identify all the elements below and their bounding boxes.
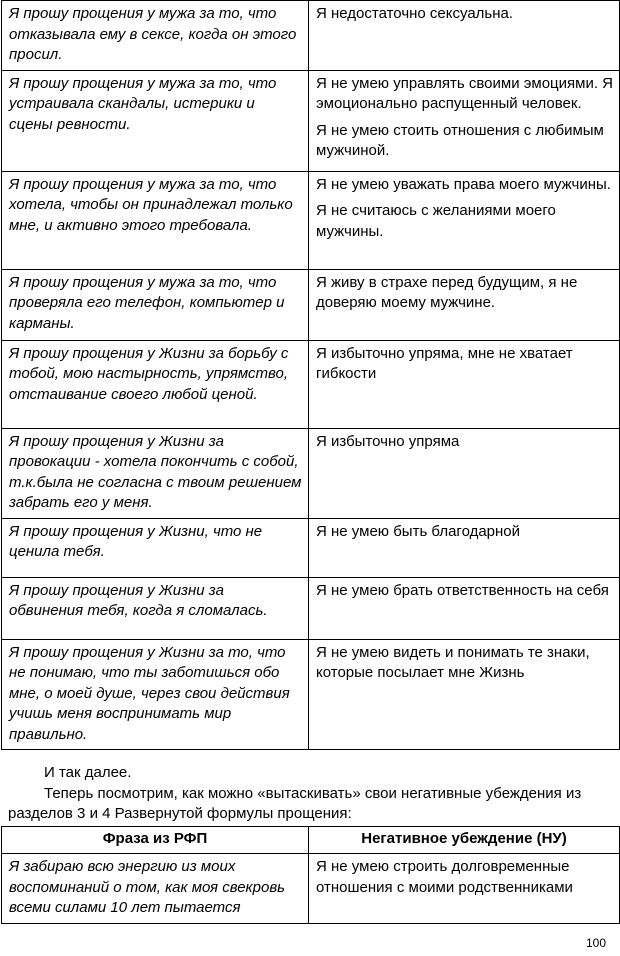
belief-cell bbox=[309, 639, 620, 750]
belief-cell bbox=[309, 269, 620, 340]
forgiveness-phrase-cell: Я прошу прощения у мужа за то, что отказывала ему в сексе, когда он этого просил. bbox=[2, 1, 309, 71]
belief-cell bbox=[309, 70, 620, 171]
table-row bbox=[2, 340, 620, 428]
column-header-belief: Негативное убеждение (НУ) bbox=[309, 827, 620, 854]
belief-text: Я не считаюсь с желаниями моего мужчины. bbox=[316, 202, 556, 240]
table-row bbox=[2, 1, 620, 71]
forgiveness-table bbox=[1, 0, 620, 750]
paragraph-and-so-on: И так далее. bbox=[44, 764, 132, 781]
page-number: 100 bbox=[585, 936, 606, 950]
belief-text: Я избыточно упряма bbox=[316, 432, 460, 450]
belief-cell bbox=[309, 428, 620, 518]
forgiveness-phrase-cell: Я прошу прощения у Жизни за борьбу с тобой, мою настырность, упрямство, отстаивание своего любой ценой. bbox=[2, 340, 309, 428]
table-row bbox=[2, 428, 620, 518]
forgiveness-phrase-cell: Я прошу прощения у Жизни, что не ценила тебя. bbox=[2, 518, 309, 577]
table-row bbox=[2, 639, 620, 750]
forgiveness-phrase-cell: Я прошу прощения у мужа за то, что проверяла его телефон, компьютер и карманы. bbox=[2, 269, 309, 340]
belief-cell bbox=[309, 518, 620, 577]
table-row bbox=[2, 269, 620, 340]
belief-text: Я избыточно упряма, мне не хватает гибкости bbox=[316, 344, 573, 382]
belief-cell bbox=[309, 1, 620, 71]
forgiveness-phrase-cell: Я прошу прощения у мужа за то, что хотела, чтобы он принадлежал только мне, и активно этого требовала. bbox=[2, 171, 309, 269]
forgiveness-phrase-cell: Я прошу прощения у Жизни за провокации - хотела покончить с собой, т.к.была не согласна с твоим решением забрать его у меня. bbox=[2, 428, 309, 518]
table-row bbox=[2, 70, 620, 171]
belief-text: Я недостаточно сексуальна. bbox=[316, 5, 514, 22]
belief-text: Я не умею быть благодарной bbox=[316, 522, 521, 540]
rfp-belief-table bbox=[1, 826, 620, 924]
table-row bbox=[2, 854, 620, 924]
belief-text: Я не умею уважать права моего мужчины. bbox=[316, 175, 611, 193]
belief-text: Я не умею управлять своими эмоциями. Я эмоционально распущенный человек. bbox=[316, 74, 613, 112]
paragraph-intro: Теперь посмотрим, как можно «вытаскивать» свои негативные убеждения из разделов 3 и 4 Развернутой формулы прощения: bbox=[8, 785, 582, 822]
table-row bbox=[2, 171, 620, 269]
belief-text: Я не умею стоить отношения с любимым мужчиной. bbox=[316, 121, 604, 159]
belief-text: Я живу в страхе перед будущим, я не доверяю моему мужчине. bbox=[316, 273, 578, 311]
forgiveness-phrase-cell: Я прошу прощения у Жизни за обвинения тебя, когда я сломалась. bbox=[2, 577, 309, 639]
rfp-phrase-cell: Я забираю всю энергию из моих воспоминаний о том, как моя свекровь всеми силами 10 лет пытается bbox=[2, 854, 309, 924]
belief-text: Я не умею строить долговременные отношения с моими родственниками bbox=[316, 858, 573, 896]
table-header-row bbox=[2, 827, 620, 854]
belief-cell bbox=[309, 340, 620, 428]
belief-cell bbox=[309, 854, 620, 924]
forgiveness-phrase-cell: Я прошу прощения у Жизни за то, что не понимаю, что ты заботишься обо мне, о моей душе, через свои действия учишь меня воспринимать мир правильно. bbox=[2, 639, 309, 750]
forgiveness-phrase-cell: Я прошу прощения у мужа за то, что устраивала скандалы, истерики и сцены ревности. bbox=[2, 70, 309, 171]
belief-cell bbox=[309, 171, 620, 269]
belief-text: Я не умею видеть и понимать те знаки, которые посылает мне Жизнь bbox=[316, 643, 590, 681]
column-header-phrase: Фраза из РФП bbox=[2, 827, 309, 854]
table-row bbox=[2, 518, 620, 577]
belief-cell bbox=[309, 577, 620, 639]
belief-text: Я не умею брать ответственность на себя bbox=[316, 581, 609, 599]
table-row bbox=[2, 577, 620, 639]
